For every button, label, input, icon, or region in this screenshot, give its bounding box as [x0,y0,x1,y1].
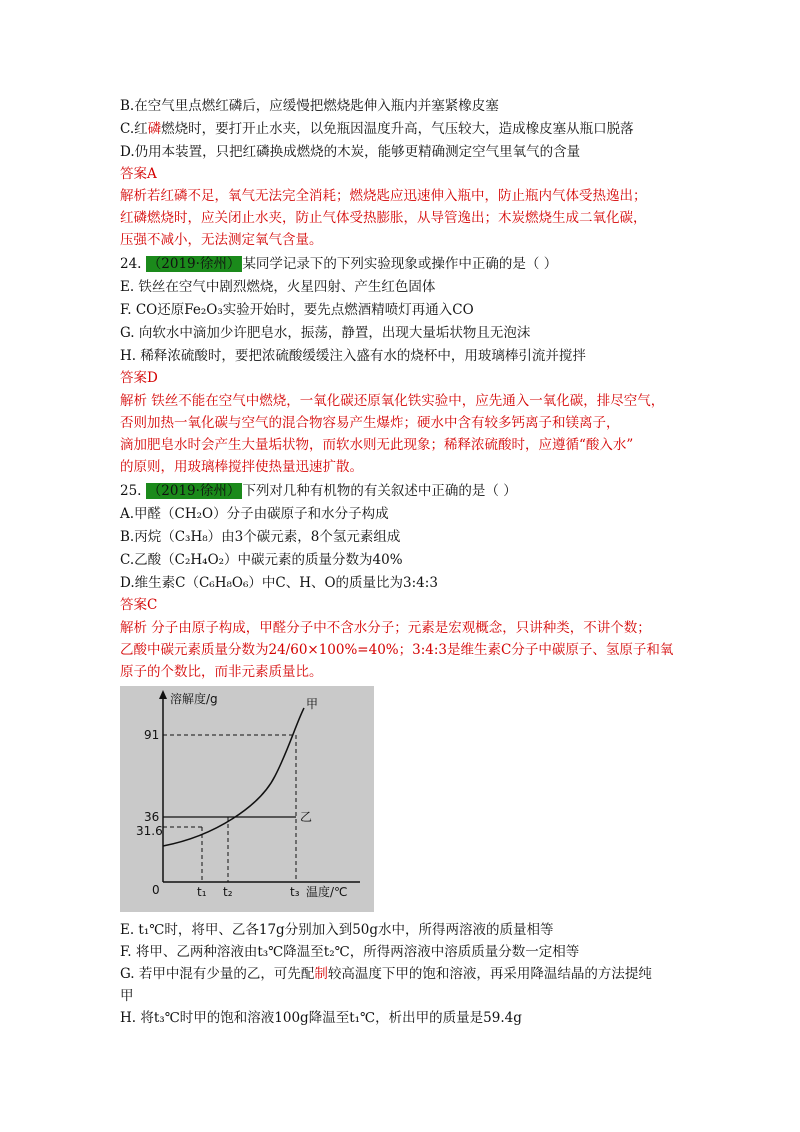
q23-option-c: C.红磷燃烧时，要打开止水夹，以免瓶因温度升高，气压较大，造成橡皮塞从瓶口脱落 [120,121,634,137]
q24-option-h: H. 稀释浓硫酸时，要把浓硫酸缓缓注入盛有水的烧杯中，用玻璃棒引流并搅拌 [120,348,586,364]
q26-option-e: E. t₁℃时，将甲、乙各17g分别加入到50g水中，所得两溶液的质量相等 [120,922,554,938]
q24-stem: 24. （2019·徐州） 某同学记录下的下列实验现象或操作中正确的是（ ） [120,256,558,272]
q25-answer: 答案C [120,597,158,613]
y-axis-label: 溶解度/g [170,692,218,706]
q23-option-d: D.仍用本装置，只把红磷换成燃烧的木炭，能够更精确测定空气里氧气的含量 [120,144,581,160]
q25-option-b: B.丙烷（C₃H₈）由3个碳元素，8个氢元素组成 [120,529,401,545]
q26-option-g: G. 若甲中混有少量的乙，可先配制较高温度下甲的饱和溶液，再采用降温结晶的方法提纯 [120,966,652,982]
q23-explanation-line-1: 解析若红磷不足，氧气无法完全消耗；燃烧匙应迅速伸入瓶中，防止瓶内气体受热逸出； [120,188,647,204]
y-tick-91: 91 [144,728,160,742]
source-tag: （2019·徐州） [147,256,241,272]
y-axis-arrow [159,690,167,699]
origin-label: 0 [152,883,160,897]
x-tick-t1: t₁ [197,885,207,899]
q25-explanation-line-3: 原子的个数比，而非元素质量比。 [120,664,323,680]
q26-option-h: H. 将t₃℃时甲的饱和溶液100g降温至t₁℃，析出甲的质量是59.4g [120,1010,522,1026]
y-tick-31-6: 31.6 [136,824,163,838]
q23-option-b: B.在空气里点燃红磷后，应缓慢把燃烧匙伸入瓶内并塞紧橡皮塞 [120,98,499,114]
q24-explanation-line-1: 解析 铁丝不能在空气中燃烧，一氧化碳还原氧化铁实验中，应先通入一氧化碳，排尽空气， [120,393,665,409]
q24-option-f: F. CO还原Fe₂O₃实验开始时，要先点燃酒精喷灯再通入CO [120,302,474,318]
solubility-chart [120,686,374,912]
solubility-figure [120,686,374,912]
q24-option-g: G. 向软水中滴加少许肥皂水，振荡，静置，出现大量垢状物且无泡沫 [120,325,531,341]
q24-explanation-line-4: 的原则，用玻璃棒搅拌使热量迅速扩散。 [120,459,363,475]
q23-explanation-line-3: 压强不减小，无法测定氧气含量。 [120,232,323,248]
series-jia-label: 甲 [306,697,319,711]
q25-option-d: D.维生素C（C₆H₈O₆）中C、H、O的质量比为3:4:3 [120,575,438,591]
y-tick-36: 36 [144,810,160,824]
series-jia-curve [163,708,304,846]
source-tag: （2019·徐州） [147,483,241,499]
series-yi-label: 乙 [300,810,313,824]
q24-answer: 答案D [120,370,158,386]
q25-option-a: A.甲醛（CH₂O）分子由碳原子和水分子构成 [120,506,389,522]
q25-stem: 25. （2019·徐州） 下列对几种有机物的有关叙述中正确的是（ ） [120,483,517,499]
x-tick-t3: t₃ [290,885,300,899]
q24-explanation-line-3: 滴加肥皂水时会产生大量垢状物，而软水则无此现象；稀释浓硫酸时，应遵循“酸入水” [120,437,634,453]
q24-explanation-line-2: 否则加热一氧化碳与空气的混合物容易产生爆炸；硬水中含有较多钙离子和镁离子， [120,415,620,431]
q25-option-c: C.乙酸（C₂H₄O₂）中碳元素的质量分数为40% [120,552,403,568]
q25-explanation-line-1: 解析 分子由原子构成，甲醛分子中不含水分子；元素是宏观概念，只讲种类，不讲个数； [120,620,651,636]
q26-option-g-continued: 甲 [120,988,134,1004]
q23-explanation-line-2: 红磷燃烧时，应关闭止水夹，防止气体受热膨胀，从导管逸出；木炭燃烧生成二氧化碳， [120,210,647,226]
q23-answer: 答案A [120,166,157,182]
q25-explanation-line-2: 乙酸中碳元素质量分数为24/60×100%=40%；3:4:3是维生素C分子中碳原子、氢原子和氧 [120,642,674,658]
x-tick-t2: t₂ [223,885,233,899]
q24-option-e: E. 铁丝在空气中剧烈燃烧，火星四射、产生红色固体 [120,279,436,295]
x-axis-label: 温度/℃ [306,885,348,899]
q26-option-f: F. 将甲、乙两种溶液由t₃℃降温至t₂℃，所得两溶液中溶质质量分数一定相等 [120,944,580,960]
